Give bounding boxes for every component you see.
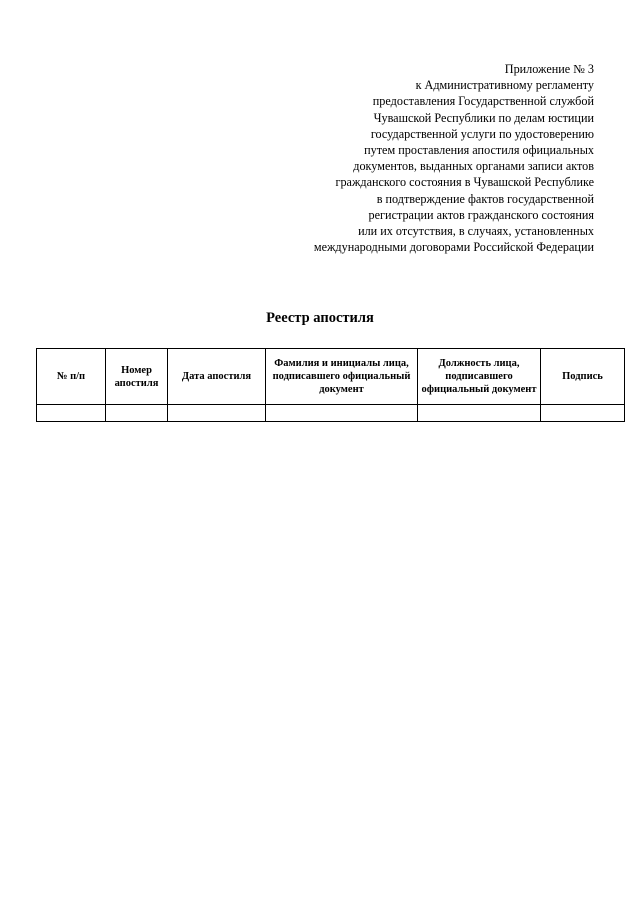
table-cell — [37, 405, 106, 422]
table-cell — [106, 405, 168, 422]
appendix-line: или их отсутствия, в случаях, установленных — [358, 224, 594, 239]
table-cell — [418, 405, 541, 422]
appendix-line: государственной услуги по удостоверению — [370, 126, 594, 141]
table-cell — [266, 405, 418, 422]
table-cell — [541, 405, 625, 422]
appendix-line: к Административному регламенту — [415, 78, 594, 93]
registry-table — [36, 348, 625, 422]
appendix-line: путем проставления апостиля официальных — [364, 143, 594, 158]
table-cell — [168, 405, 266, 422]
appendix-line: гражданского состояния в Чувашской Республике — [335, 175, 594, 190]
appendix-line: международными договорами Российской Федерации — [313, 240, 594, 255]
table-row — [37, 405, 625, 422]
appendix-line: предоставления Государственной службой — [372, 94, 594, 109]
appendix-line: в подтверждение фактов государственной — [376, 191, 594, 206]
appendix-line: документов, выданных органами записи актов — [353, 159, 594, 174]
appendix-block — [234, 61, 594, 255]
header-signer-name: Фамилия и инициалы лица, подписавшего официальный документ — [266, 349, 418, 405]
appendix-line: регистрации актов гражданского состояния — [368, 207, 594, 222]
header-apostille-date: Дата апостиля — [168, 349, 266, 405]
table-header-row — [37, 349, 625, 405]
header-signature: Подпись — [541, 349, 625, 405]
appendix-line: Приложение № 3 — [504, 62, 594, 76]
document-title: Реестр апостиля — [266, 310, 374, 326]
header-number: № п/п — [37, 349, 106, 405]
header-apostille-number: Номер апостиля — [106, 349, 168, 405]
header-signer-position: Должность лица, подписавшего официальный документ — [418, 349, 541, 405]
appendix-line: Чувашской Республики по делам юстиции — [373, 110, 594, 125]
